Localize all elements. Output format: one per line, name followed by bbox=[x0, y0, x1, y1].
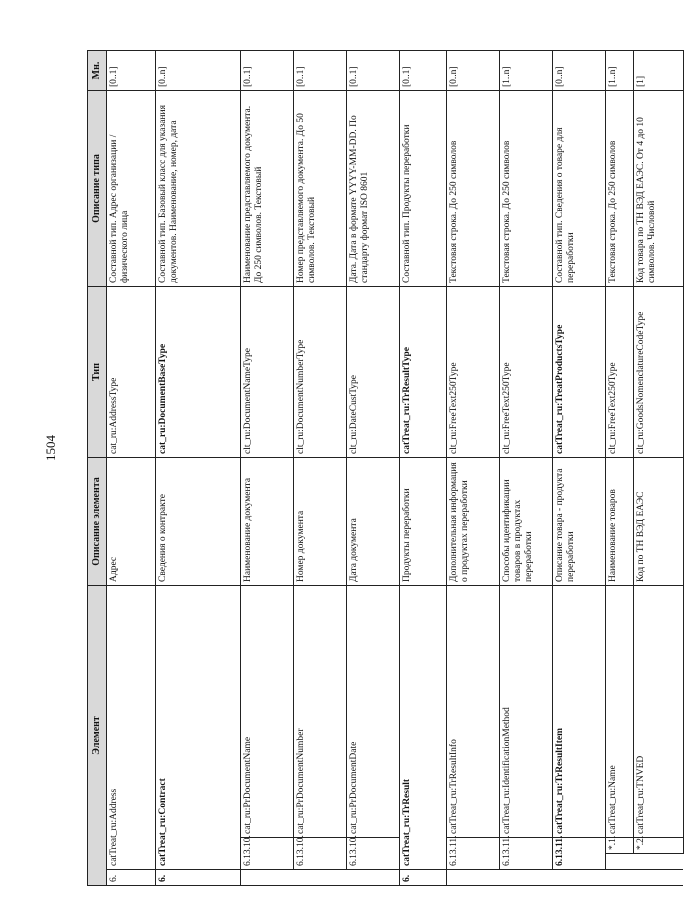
type-description: Составной тип. Сведения о товаре для переработки bbox=[552, 91, 605, 287]
table-body bbox=[106, 51, 683, 886]
type-name: clt_ru:FreeText250Type bbox=[499, 287, 552, 458]
indent-cell bbox=[499, 870, 552, 886]
type-name: clt_ru:DateCustType bbox=[346, 287, 399, 458]
element-name: cat_ru:PrDocumentNumber bbox=[293, 586, 346, 838]
type-description: Составной тип. Продукты переработки bbox=[399, 91, 446, 287]
element-description: Дата документа bbox=[346, 458, 399, 586]
table-row bbox=[346, 51, 399, 886]
indent-cell bbox=[605, 854, 633, 870]
indent-cell bbox=[633, 870, 683, 886]
type-name: clt_ru:FreeText250Type bbox=[446, 287, 499, 458]
multiplicity: [0..1] bbox=[399, 51, 446, 91]
table-row bbox=[155, 51, 240, 886]
level-cell: 6. bbox=[399, 870, 446, 886]
level-cell: 6.13.11. bbox=[446, 838, 499, 870]
indent-cell bbox=[633, 854, 683, 870]
multiplicity: [0..n] bbox=[552, 51, 605, 91]
multiplicity: [0..n] bbox=[155, 51, 240, 91]
indent-cell bbox=[240, 870, 293, 886]
element-name: catTreat_ru:TrResult bbox=[399, 586, 446, 870]
multiplicity: [0..1] bbox=[346, 51, 399, 91]
level-cell: 6. bbox=[155, 870, 240, 886]
multiplicity: [0..1] bbox=[293, 51, 346, 91]
element-name: catTreat_ru:IdentificationMethod bbox=[499, 586, 552, 838]
type-description: Дата. Дата в формате YYYY-MM-DD. По стандарту формат ISO 8601 bbox=[346, 91, 399, 287]
type-name: cat_ru:AddressType bbox=[106, 287, 155, 458]
table-row bbox=[106, 51, 155, 886]
table-row bbox=[399, 51, 446, 886]
level-cell: 6.13.10. bbox=[240, 838, 293, 870]
table-row bbox=[446, 51, 499, 886]
element-description: Номер документа bbox=[293, 458, 346, 586]
multiplicity: [1..n] bbox=[605, 51, 633, 91]
type-description: Наименование представляемого документа. До 250 символов. Текстовый bbox=[240, 91, 293, 287]
header-type: Тип bbox=[88, 287, 107, 458]
table-row bbox=[499, 51, 552, 886]
type-description: Текстовая строка. До 250 символов bbox=[499, 91, 552, 287]
indent-cell bbox=[293, 870, 346, 886]
indent-cell bbox=[605, 870, 633, 886]
element-name: cat_ru:PrDocumentDate bbox=[346, 586, 399, 838]
multiplicity: [0..n] bbox=[446, 51, 499, 91]
element-name: catTreat_ru:TrResultInfo bbox=[446, 586, 499, 838]
multiplicity: [0..1] bbox=[240, 51, 293, 91]
element-description: Адрес bbox=[106, 458, 155, 586]
element-description: Наименование товаров bbox=[605, 458, 633, 586]
type-name: clt_ru:FreeText250Type bbox=[605, 287, 633, 458]
level-cell: 6.13.10. bbox=[346, 838, 399, 870]
type-description: Код товара по ТН ВЭД ЕАЭС. От 4 до 10 символов. Числовой bbox=[633, 91, 683, 287]
element-name: catTreat_ru:Contract bbox=[155, 586, 240, 870]
multiplicity: [1..n] bbox=[499, 51, 552, 91]
table-row bbox=[552, 51, 605, 886]
level-cell: 6.13.11. bbox=[552, 838, 605, 870]
type-description: Номер представляемого документа. До 50 символов. Текстовый bbox=[293, 91, 346, 287]
type-description: Текстовая строка. До 250 символов bbox=[605, 91, 633, 287]
type-description: Составной тип. Базовый класс для указания документов. Наименование, номер, дата bbox=[155, 91, 240, 287]
level-cell: 6.13.11. bbox=[499, 838, 552, 870]
type-name: clt_ru:DocumentNumberType bbox=[293, 287, 346, 458]
element-description: Способы идентификации товаров в продуктах переработки bbox=[499, 458, 552, 586]
element-name: catTreat_ru:Address bbox=[106, 586, 155, 870]
level-cell: 6.13.10. bbox=[293, 838, 346, 870]
element-name: catTreat_ru:TNVED bbox=[633, 586, 683, 838]
type-description: Составной тип. Адрес организации / физического лица bbox=[106, 91, 155, 287]
indent-cell bbox=[446, 870, 499, 886]
indent-cell bbox=[552, 870, 605, 886]
level-cell: *.1. bbox=[605, 838, 633, 854]
header-element-desc: Описание элемента bbox=[88, 458, 107, 586]
element-name: catTreat_ru:TrResultItem bbox=[552, 586, 605, 838]
element-description: Сведения о контракте bbox=[155, 458, 240, 586]
type-name: clt_ru:DocumentNameType bbox=[240, 287, 293, 458]
header-type-desc: Описание типа bbox=[88, 91, 107, 287]
type-name: catTreat_ru:TreatProductsType bbox=[552, 287, 605, 458]
element-description: Описание товара - продукта переработки bbox=[552, 458, 605, 586]
type-name: catTreat_ru:TrResultType bbox=[399, 287, 446, 458]
element-description: Дополнительная информация о продуктах переработки bbox=[446, 458, 499, 586]
multiplicity: [1] bbox=[633, 51, 683, 91]
element-description: Наименование документа bbox=[240, 458, 293, 586]
element-description: Код по ТН ВЭД ЕАЭС bbox=[633, 458, 683, 586]
elements-table bbox=[87, 50, 684, 886]
header-mult: Мн. bbox=[88, 51, 107, 91]
header-element: Элемент bbox=[88, 586, 107, 886]
type-name: cat_ru:DocumentBaseType bbox=[155, 287, 240, 458]
element-name: cat_ru:PrDocumentName bbox=[240, 586, 293, 838]
page-number: 1504 bbox=[43, 435, 58, 461]
level-cell: 6. bbox=[106, 870, 155, 886]
multiplicity: [0..1] bbox=[106, 51, 155, 91]
table-row bbox=[633, 51, 683, 886]
level-cell: *.2. bbox=[633, 838, 683, 854]
indent-cell bbox=[346, 870, 399, 886]
element-name: catTreat_ru:Name bbox=[605, 586, 633, 838]
table-row bbox=[605, 51, 633, 886]
element-description: Продукты переработки bbox=[399, 458, 446, 586]
rotated-page bbox=[87, 51, 657, 886]
type-name: clt_ru:GoodsNomenclatureCodeType bbox=[633, 287, 683, 458]
table-row bbox=[293, 51, 346, 886]
type-description: Текстовая строка. До 250 символов bbox=[446, 91, 499, 287]
table-row bbox=[240, 51, 293, 886]
header-row bbox=[88, 51, 107, 886]
